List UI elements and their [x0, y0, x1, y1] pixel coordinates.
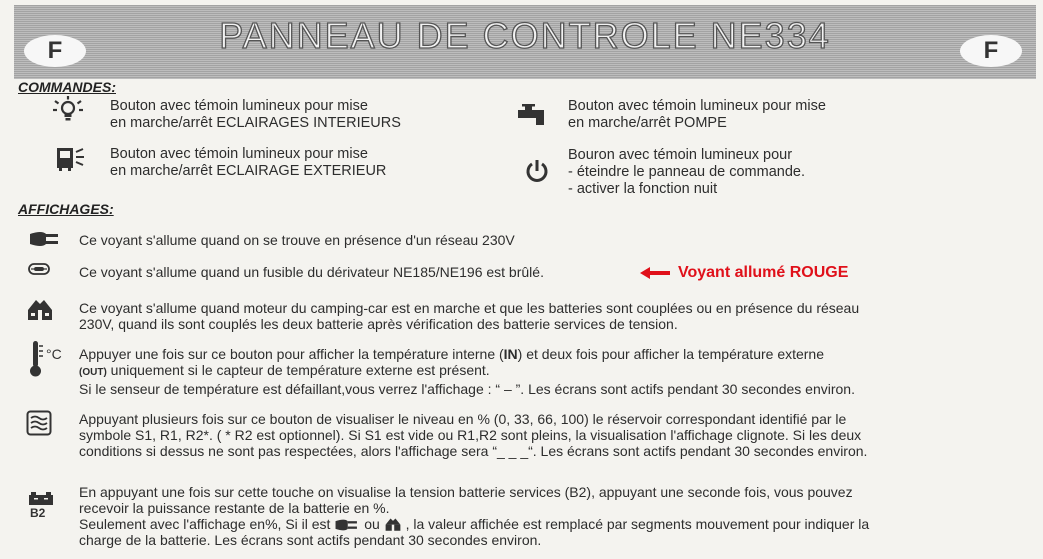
- page-title: PANNEAU DE CONTROLE NE334: [219, 15, 831, 56]
- lamp-icon: [50, 95, 86, 125]
- plug-icon-inline: [334, 518, 360, 532]
- plug-icon: [28, 230, 62, 248]
- exterior-light-icon: [56, 146, 86, 172]
- command-text-interior-lights: Bouton avec témoin lumineux pour mise en marche/arrêt ECLAIRAGES INTERIEURS: [110, 98, 401, 131]
- coupled-batteries-icon-inline: [384, 516, 402, 532]
- celsius-label: °C: [46, 346, 62, 362]
- command-text-pump: Bouton avec témoin lumineux pour mise en marche/arrêt POMPE: [568, 98, 826, 131]
- fuse-icon: [28, 262, 50, 276]
- red-light-annotation: [640, 264, 848, 282]
- temperature-button[interactable]: [26, 340, 72, 378]
- display-text-tank: Appuyant plusieurs fois sur ce bouton de visualiser le niveau en % (0, 33, 66, 100) le réservoir correspondant identifié par le symbole S1, R1, R2*. ( * R2 est optionnel). Si S1 est vide ou R1,R2 sont pleins, la visualisation l'affichage clignote. Si les deux conditions si dessus ne sont pas respectées, alors l'affichage sera “_ _ _“. Les écrans sont actifs pendant 30 secondes environ.: [79, 411, 868, 459]
- tank-level-button[interactable]: [26, 410, 52, 436]
- faucet-icon: [516, 104, 548, 126]
- battery-icon: [28, 492, 54, 506]
- command-text-power: Bouron avec témoin lumineux pour - éteindre le panneau de commande. - activer la fonction nuit: [568, 147, 805, 197]
- display-text-battery: En appuyant une fois sur cette touche on visualise la tension batterie services (B2), appuyant une seconde fois, vous pouvez recevoir la puissance restante de la batterie en %. Seulement avec l'affichage en%, Si il est ou , la valeur affichée est remplacé par segments mouvement pour indiquer la charge de la batterie. Les écrans sont actifs pendant 30 secondes environ.: [79, 484, 870, 548]
- display-text-temperature: Appuyer une fois sur ce bouton pour afficher la température interne (IN) et deux fois pour afficher la température externe (OUT) uniquement si le capteur de température externe est présent. Si le senseur de température est défaillant,vous verrez l'affichage : “ – ”. Les écrans sont actifs pendant 30 secondes environ.: [79, 346, 855, 397]
- annotation-text: Voyant allumé ROUGE: [678, 264, 849, 281]
- section-title-affichages: AFFICHAGES:: [18, 201, 114, 217]
- thermometer-icon: [26, 340, 46, 378]
- header-banner: [14, 5, 1036, 79]
- coupled-batteries-icon: [26, 296, 54, 322]
- section-title-commandes: COMMANDES:: [18, 79, 116, 95]
- arrow-left-icon: [640, 267, 670, 279]
- display-text-fuse: Ce voyant s'allume quand un fusible du dérivateur NE185/NE196 est brûlé.: [79, 264, 544, 280]
- power-icon: [524, 158, 550, 184]
- b2-label: B2: [30, 506, 46, 520]
- display-text-coupling: Ce voyant s'allume quand moteur du camping-car est en marche et que les batteries sont couplées ou en présence du réseau 230V, quand ils sont couplés les deux batterie après vérification des batterie services de tension.: [79, 300, 860, 332]
- language-badge-left: F: [24, 35, 86, 67]
- battery-b2-button[interactable]: [28, 492, 54, 522]
- display-text-230v: Ce voyant s'allume quand on se trouve en présence d'un réseau 230V: [79, 232, 515, 248]
- language-badge-right: F: [960, 35, 1022, 67]
- command-text-exterior-light: Bouton avec témoin lumineux pour mise en marche/arrêt ECLAIRAGE EXTERIEUR: [110, 146, 387, 179]
